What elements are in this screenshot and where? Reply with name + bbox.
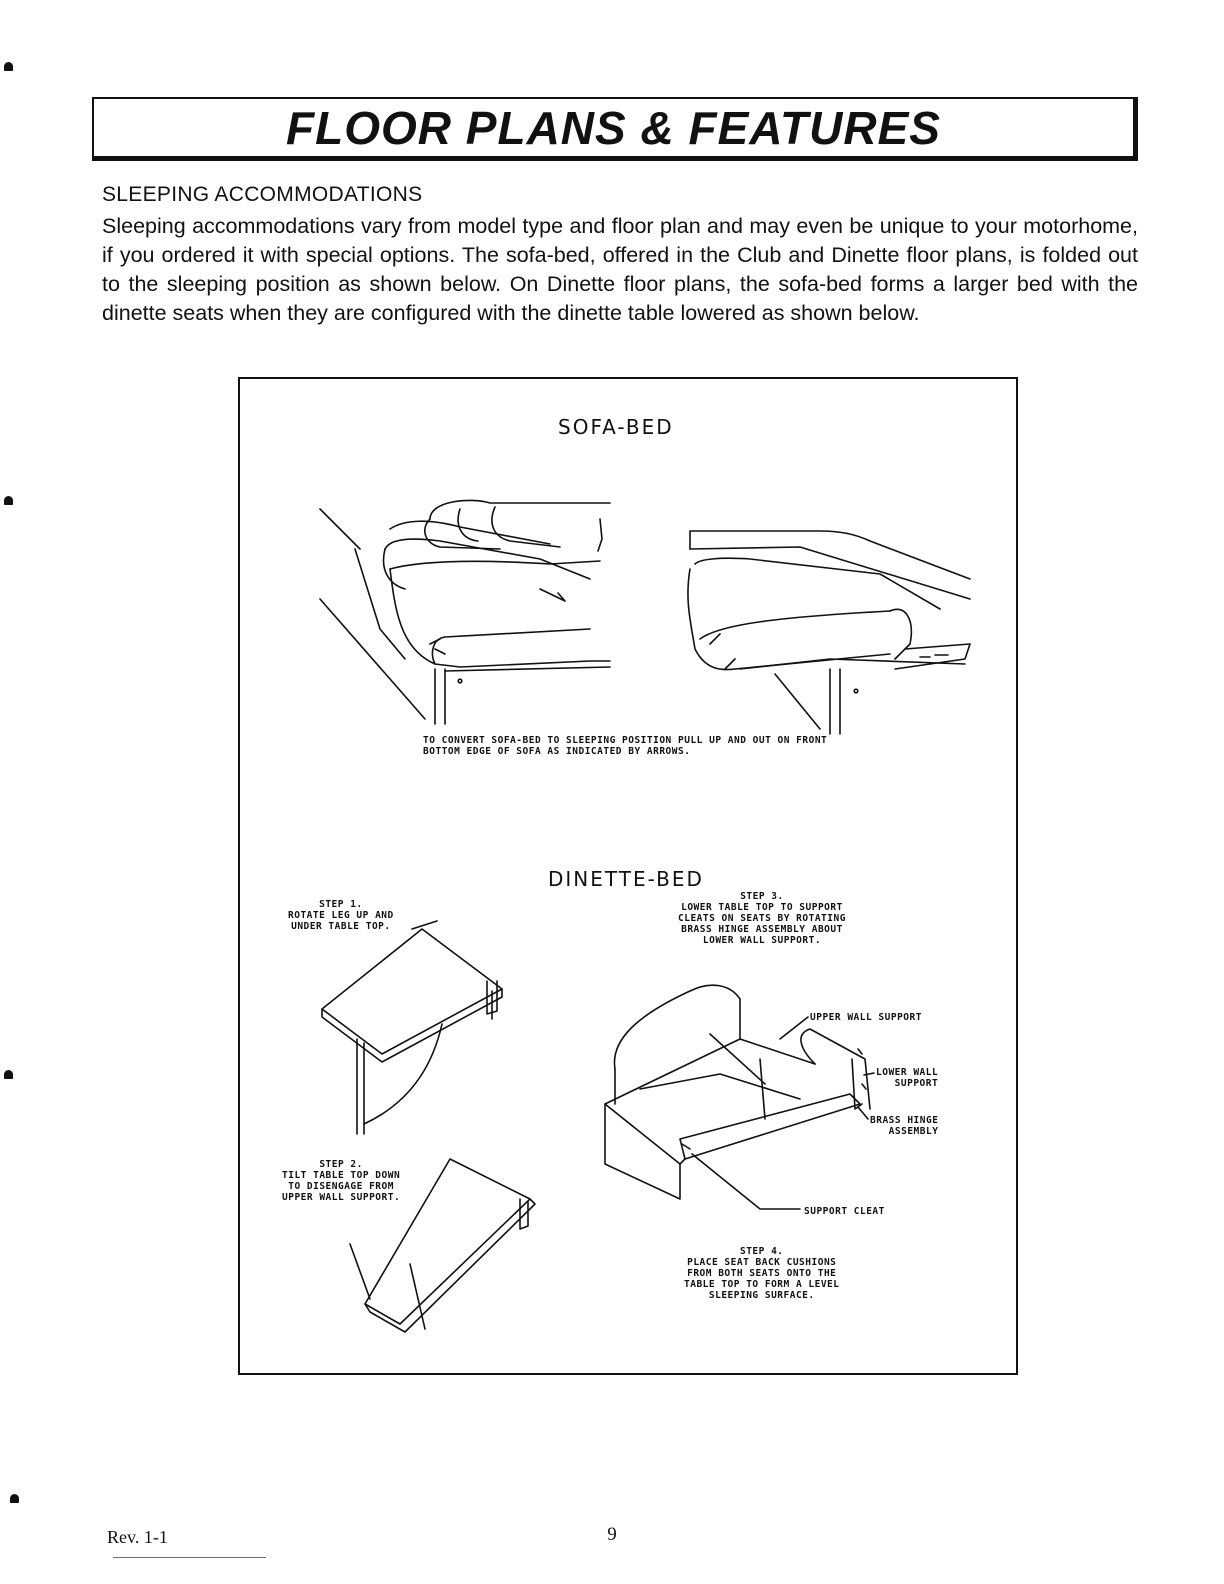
revision-label: Rev. 1-1: [107, 1527, 168, 1547]
page-header-box: [92, 97, 1138, 161]
support-cleat-label: SUPPORT CLEAT: [804, 1206, 885, 1217]
margin-bullet: [4, 496, 13, 505]
sofa-bed-caption: TO CONVERT SOFA-BED TO SLEEPING POSITION PULL UP AND OUT ON FRONT BOTTOM EDGE OF SOFA AS INDICATED BY ARROWS.: [423, 735, 828, 757]
figure-box: [238, 377, 1018, 1375]
page-number: 9: [607, 1524, 617, 1545]
margin-bullet: [4, 1070, 13, 1079]
section-heading: SLEEPING ACCOMMODATIONS: [102, 183, 423, 206]
sofa-bed-title: SOFA-BED: [558, 415, 674, 439]
brass-hinge-assembly-label: BRASS HINGE ASSEMBLY: [870, 1115, 939, 1137]
step2-caption: STEP 2. TILT TABLE TOP DOWN TO DISENGAGE FROM UPPER WALL SUPPORT.: [282, 1159, 401, 1203]
footer-rule: [113, 1557, 266, 1558]
margin-bullet: [4, 62, 13, 71]
dinette-bed-title: DINETTE-BED: [548, 867, 704, 891]
margin-bullet: [10, 1494, 19, 1503]
upper-wall-support-label: UPPER WALL SUPPORT: [810, 1012, 922, 1023]
lower-wall-support-label: LOWER WALL SUPPORT: [876, 1067, 939, 1089]
step3-caption: STEP 3. LOWER TABLE TOP TO SUPPORT CLEATS ON SEATS BY ROTATING BRASS HINGE ASSEMBLY ABOUT LOWER WALL SUPPORT.: [678, 891, 846, 946]
step1-caption: STEP 1. ROTATE LEG UP AND UNDER TABLE TOP.: [288, 899, 394, 932]
step4-caption: STEP 4. PLACE SEAT BACK CUSHIONS FROM BOTH SEATS ONTO THE TABLE TOP TO FORM A LEVEL SLEEPING SURFACE.: [684, 1246, 840, 1301]
intro-paragraph: Sleeping accommodations vary from model type and floor plan and may even be unique to your motorhome, if you ordered it with special options. The sofa-bed, offered in the Club and Dinette floor plans, is folded out to the sleeping position as shown below. On Dinette floor plans, the sofa-bed forms a larger bed with the dinette seats when they are configured with the dinette table lowered as shown below.: [102, 214, 1138, 325]
label-leader-lines: [240, 379, 1020, 1377]
page-title: FLOOR PLANS & FEATURES: [286, 102, 941, 154]
